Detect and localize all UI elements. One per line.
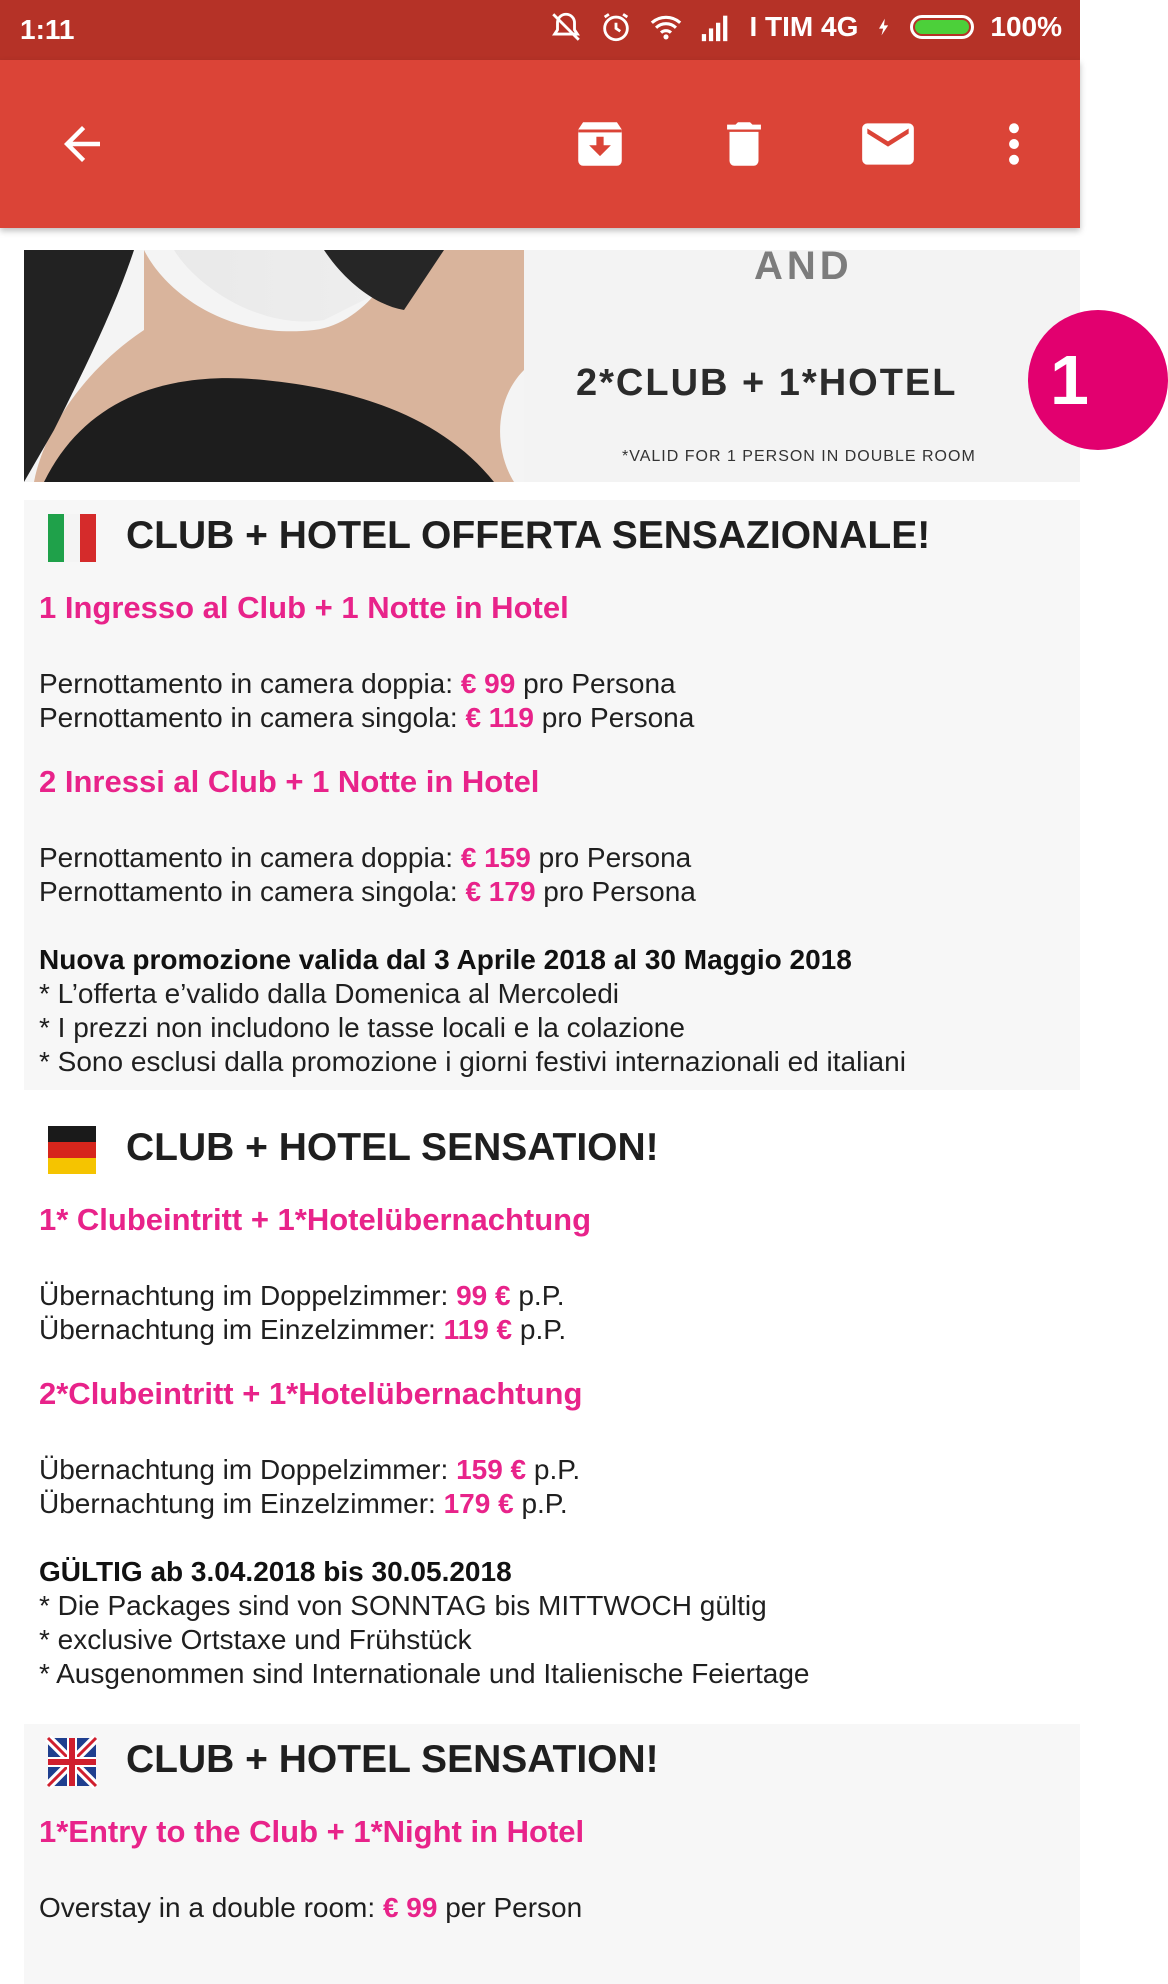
more-options-button[interactable]: [964, 60, 1064, 228]
italian-pkg1-title: 1 Ingresso al Club + 1 Notte in Hotel: [39, 590, 569, 625]
italian-pkg1-line1: Pernottamento in camera doppia: € 99 pro Persona: [39, 668, 676, 699]
section-german: [24, 1112, 1080, 1702]
german-pkg1-line2: Übernachtung im Einzelzimmer: 119 € p.P.: [39, 1314, 567, 1345]
status-time: 1:11: [20, 14, 75, 45]
german-note-1: * Die Packages sind von SONNTAG bis MITTWOCH gültig: [39, 1590, 767, 1621]
model-silhouette: [24, 250, 524, 482]
german-pkg2-title: 2*Clubeintritt + 1*Hotelübernachtung: [39, 1376, 583, 1411]
banner-badge-text: 1: [1050, 341, 1089, 419]
back-arrow-icon: [55, 117, 109, 171]
italian-pkg2-line1: Pernottamento in camera doppia: € 159 pro Persona: [39, 842, 692, 873]
charging-icon: [874, 10, 894, 44]
back-button[interactable]: [32, 60, 132, 228]
promo-banner-image[interactable]: [24, 244, 1089, 482]
german-title: CLUB + HOTEL SENSATION!: [126, 1126, 659, 1169]
email-body[interactable]: [0, 228, 1089, 1923]
italian-note-3: * Sono esclusi dalla promozione i giorni festivi internazionali ed italiani: [39, 1046, 906, 1077]
uk-flag-icon: [48, 1738, 96, 1786]
wifi-icon: [649, 10, 683, 44]
battery-percent: 100%: [990, 11, 1062, 42]
email-toolbar: [0, 60, 1080, 228]
german-pkg1-title: 1* Clubeintritt + 1*Hotelübernachtung: [39, 1202, 592, 1237]
german-pkg2-line1: Übernachtung im Doppelzimmer: 159 € p.P.: [39, 1454, 581, 1485]
italian-promo: Nuova promozione valida dal 3 Aprile 2018 al 30 Maggio 2018: [39, 944, 852, 975]
italian-pkg2-title: 2 Inressi al Club + 1 Notte in Hotel: [39, 764, 540, 799]
banner-valid-text: *VALID FOR 1 PERSON IN DOUBLE ROOM: [622, 448, 976, 465]
italian-note-1: * L’offerta e’valido dalla Domenica al Mercoledi: [39, 978, 620, 1009]
signal-icon: [699, 10, 733, 44]
status-bar: [0, 0, 1080, 60]
alarm-icon: [599, 10, 633, 44]
carrier-label: I TIM 4G: [749, 11, 859, 42]
banner-and-text: AND: [754, 244, 853, 288]
german-promo: GÜLTIG ab 3.04.2018 bis 30.05.2018: [39, 1556, 512, 1587]
italian-title: CLUB + HOTEL OFFERTA SENSAZIONALE!: [126, 514, 931, 557]
bell-off-icon: [549, 10, 583, 44]
archive-button[interactable]: [550, 60, 650, 228]
italian-note-2: * I prezzi non includono le tasse locali e la colazione: [39, 1012, 685, 1043]
german-note-3: * Ausgenommen sind Internationale und Italienische Feiertage: [39, 1658, 810, 1689]
delete-button[interactable]: [694, 60, 794, 228]
model-photo: [24, 250, 524, 482]
status-icons: [549, 10, 1062, 44]
german-pkg1-line1: Übernachtung im Doppelzimmer: 99 € p.P.: [39, 1280, 565, 1311]
banner-offer-text: 2*CLUB + 1*HOTEL: [576, 362, 958, 404]
section-italian: [24, 500, 1080, 1090]
italian-pkg1-line2: Pernottamento in camera singola: € 119 pro Persona: [39, 702, 695, 733]
delete-icon: [715, 115, 773, 173]
italy-flag-icon: [48, 514, 96, 562]
more-vert-icon: [987, 117, 1041, 171]
english-pkg1-line1: Overstay in a double room: € 99 per Person: [39, 1892, 583, 1923]
battery-indicator: [910, 15, 974, 39]
german-pkg2-line2: Übernachtung im Einzelzimmer: 179 € p.P.: [39, 1488, 568, 1519]
english-pkg1-title: 1*Entry to the Club + 1*Night in Hotel: [39, 1814, 585, 1849]
mark-unread-button[interactable]: [838, 60, 938, 228]
battery-icon: [910, 15, 974, 39]
italian-pkg2-line2: Pernottamento in camera singola: € 179 pro Persona: [39, 876, 696, 907]
section-english: [24, 1724, 1080, 1984]
german-note-2: * exclusive Ortstaxe und Frühstück: [39, 1624, 472, 1655]
archive-icon: [571, 115, 629, 173]
mark-unread-icon: [857, 113, 919, 175]
english-title: CLUB + HOTEL SENSATION!: [126, 1738, 659, 1781]
banner-badge: [1028, 310, 1168, 450]
germany-flag-icon: [48, 1126, 96, 1174]
